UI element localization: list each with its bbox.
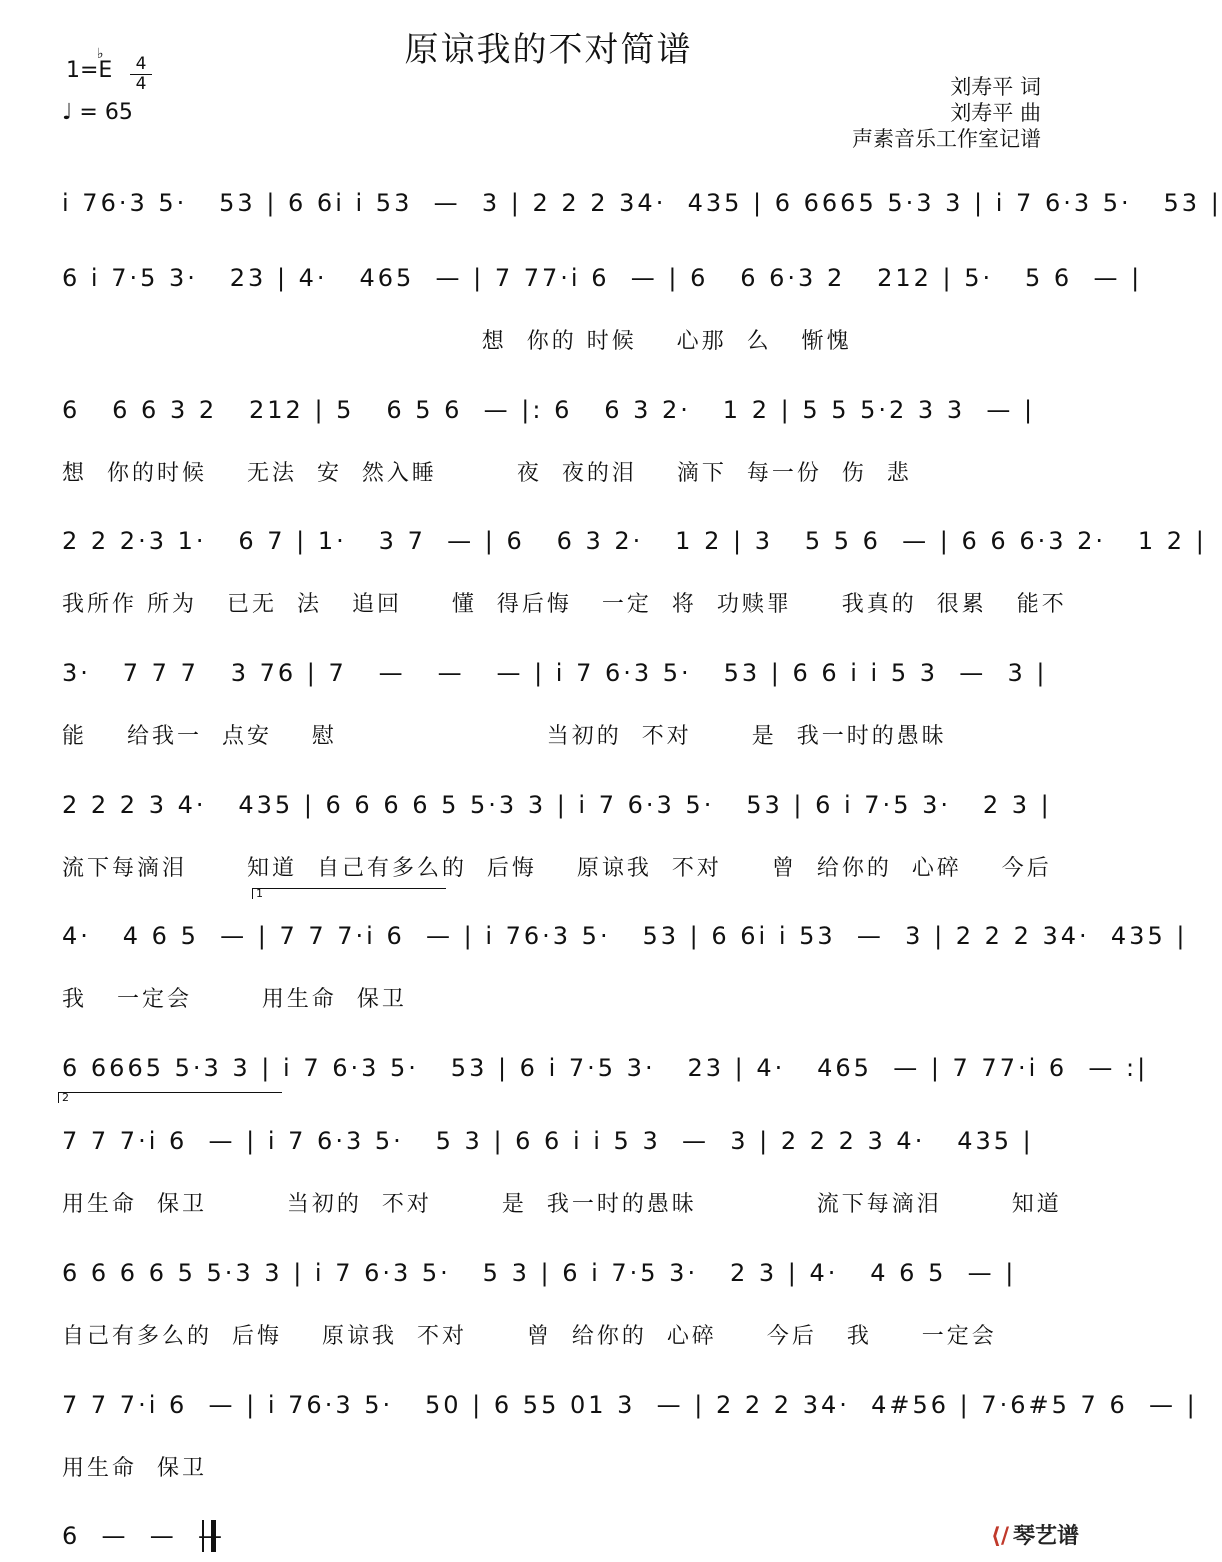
page-title: 原谅我的不对简谱	[404, 30, 693, 70]
lyric-row: 想 你的时候 无法 安 然入睡 夜 夜的泪 滴下 每一份 伤 悲	[62, 461, 912, 486]
final-barline	[202, 1520, 216, 1552]
lyric-row: 能 给我一 点安 慰 当初的 不对 是 我一时的愚昧	[62, 724, 947, 749]
key-signature	[66, 46, 113, 83]
transcriber: 声素音乐工作室记谱	[852, 127, 1041, 151]
notation-row: 6 6 6 6 5 5·3 3 | i 7 6·3 5· 5 3 | 6 i 7·5 3· 2 3 | 4· 4 6 5 — |	[62, 1259, 1017, 1287]
logo-icon: ⟨/	[990, 1524, 1009, 1549]
tempo-mark	[62, 100, 133, 125]
brand-logo	[991, 1519, 1079, 1550]
key-label: 1=E	[66, 58, 113, 83]
notation-row: 3· 7 7 7 3 76 | 7 — — — | i 7 6·3 5· 53 | 6 6 i i 5 3 — 3 |	[62, 659, 1048, 687]
lyric-row: 想 你的 时候 心那 么 惭愧	[62, 329, 852, 354]
volta-2: 2	[58, 1092, 282, 1103]
lyricist: 刘寿平 词	[950, 75, 1041, 99]
tempo-value: = 65	[79, 100, 133, 125]
credits	[852, 74, 1041, 152]
lyric-row: 自己有多么的 后悔 原谅我 不对 曾 给你的 心碎 今后 我 一定会	[62, 1324, 997, 1349]
quarter-note-icon: ♩	[62, 100, 73, 125]
time-signature	[130, 56, 152, 93]
notation-row: 6 6665 5·3 3 | i 7 6·3 5· 53 | 6 i 7·5 3· 23 | 4· 465 — | 7 77·i 6 — :|	[62, 1054, 1149, 1082]
notation-row: 7 7 7·i 6 — | i 7 6·3 5· 5 3 | 6 6 i i 5 3 — 3 | 2 2 2 3 4· 435 |	[62, 1127, 1034, 1155]
notation-row: 6 i 7·5 3· 23 | 4· 465 — | 7 77·i 6 — | 6 6 6·3 2 212 | 5· 5 6 — |	[62, 264, 1143, 292]
notation-row: 2 2 2 3 4· 435 | 6 6 6 6 5 5·3 3 | i 7 6·3 5· 53 | 6 i 7·5 3· 2 3 |	[62, 791, 1052, 819]
notation-row: 2 2 2·3 1· 6 7 | 1· 3 7 — | 6 6 3 2· 1 2 | 3 5 5 6 — | 6 6 6·3 2· 1 2 |	[62, 527, 1207, 555]
lyric-row: 我所作 所为 已无 法 追回 懂 得后悔 一定 将 功赎罪 我真的 很累 能不	[62, 592, 1067, 617]
notation-row: 4· 4 6 5 — | 7 7 7·i 6 — | i 76·3 5· 53 | 6 6i i 53 — 3 | 2 2 2 34· 435 |	[62, 922, 1188, 950]
time-bottom: 4	[135, 74, 147, 94]
flat-icon: ♭	[97, 46, 104, 62]
notation-row: i 76·3 5· 53 | 6 6i i 53 — 3 | 2 2 2 34· 435 | 6 6665 5·3 3 | i 7 6·3 5· 53 |	[62, 189, 1222, 217]
volta-1: 1	[252, 888, 446, 899]
lyric-row: 用生命 保卫 当初的 不对 是 我一时的愚昧 流下每滴泪 知道	[62, 1192, 1062, 1217]
time-top: 4	[135, 54, 147, 74]
lyric-row: 流下每滴泪 知道 自己有多么的 后悔 原谅我 不对 曾 给你的 心碎 今后	[62, 856, 1052, 881]
lyric-row: 用生命 保卫	[62, 1456, 207, 1481]
composer: 刘寿平 曲	[950, 101, 1041, 125]
notation-row: 7 7 7·i 6 — | i 76·3 5· 50 | 6 55 01 3 — | 2 2 2 34· 4#56 | 7·6#5 7 6 — |	[62, 1391, 1198, 1419]
logo-text: 琴艺谱	[1012, 1524, 1079, 1549]
lyric-row: 我 一定会 用生命 保卫	[62, 987, 407, 1012]
notation-row: 6 — — —	[62, 1522, 226, 1550]
notation-row: 6 6 6 3 2 212 | 5 6 5 6 — |: 6 6 3 2· 1 2 | 5 5 5·2 3 3 — |	[62, 396, 1036, 424]
